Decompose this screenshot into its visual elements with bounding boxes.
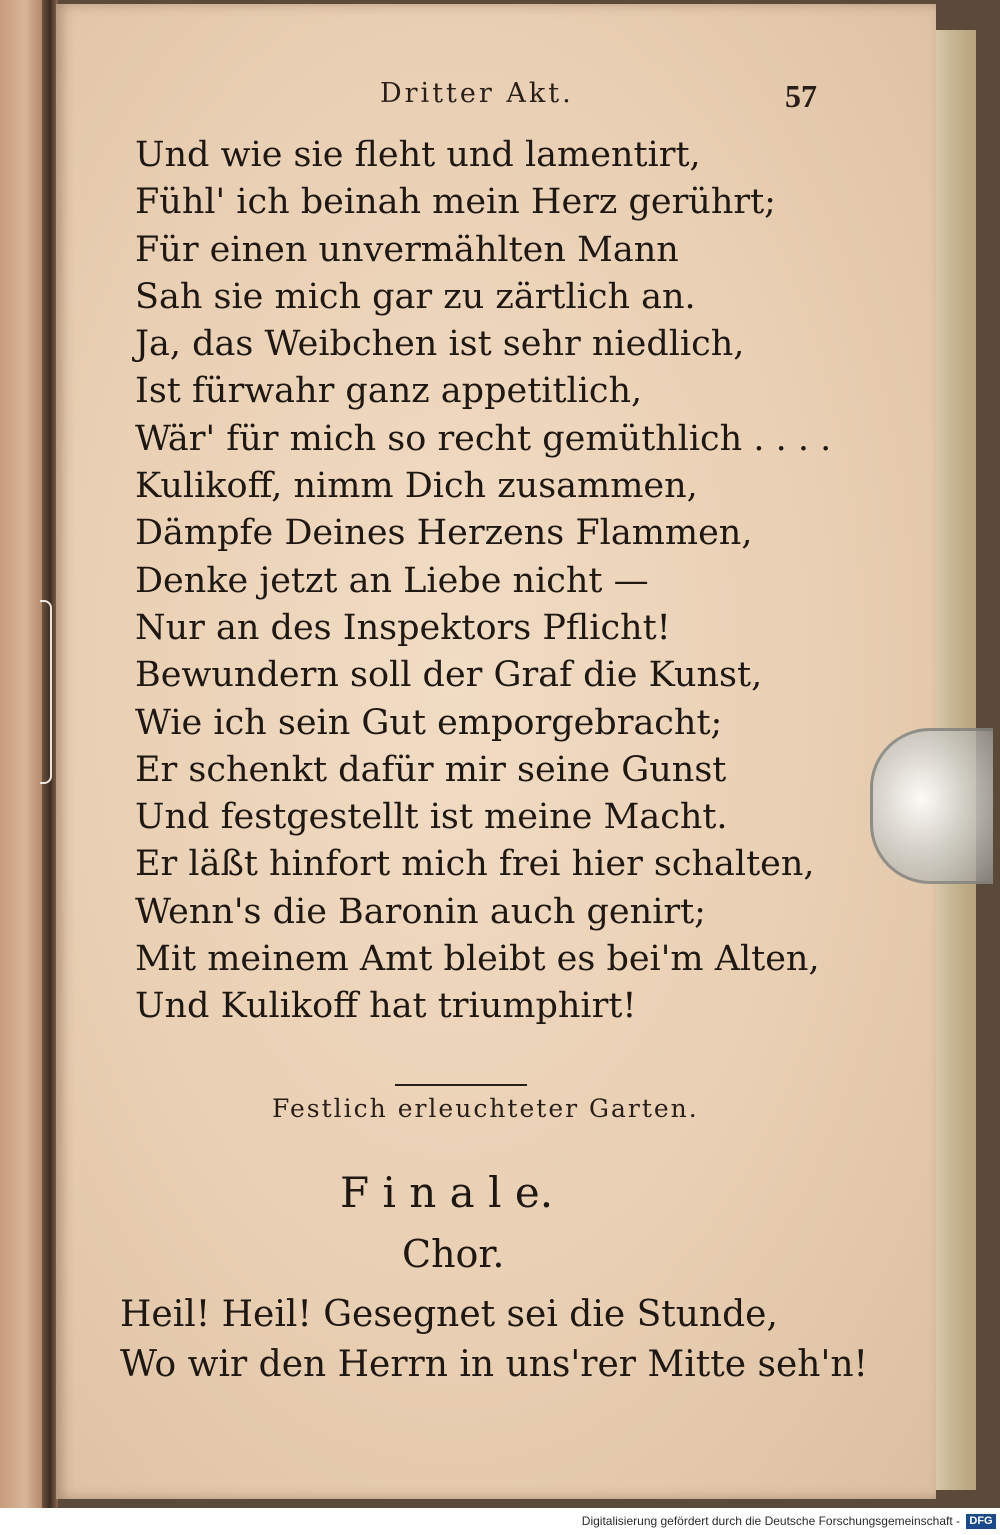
verse-line: Sah sie mich gar zu zärtlich an. (135, 276, 696, 317)
running-head: Dritter Akt. (380, 78, 574, 109)
scene-direction: Festlich erleuchteter Garten. (272, 1094, 699, 1123)
verse-line: Mit meinem Amt bleibt es bei'm Alten, (135, 939, 820, 980)
section-heading: F i n a l e. (340, 1168, 554, 1217)
verse-line: Dämpfe Deines Herzens Flammen, (135, 513, 753, 554)
section-subheading: Chor. (402, 1232, 505, 1276)
binding-thread (40, 600, 52, 784)
verse-line: Kulikoff, nimm Dich zusammen, (135, 466, 698, 507)
verse-line: Und Kulikoff hat triumphirt! (135, 986, 637, 1027)
verse-line: Und wie sie fleht und lamentirt, (135, 135, 701, 175)
verse-line: Für einen unvermählten Mann (135, 229, 679, 270)
funding-credit: Digitalisierung gefördert durch die Deutsche Forschungsgemeinschaft - (581, 1514, 960, 1528)
verse-line: Wär' für mich so recht gemüthlich . . . . (135, 418, 832, 459)
chorus-block (120, 1290, 868, 1390)
page-clip (870, 728, 993, 884)
verse-block (135, 132, 855, 1031)
verse-line: Wie ich sein Gut emporgebracht; (135, 702, 723, 743)
section-divider (395, 1084, 527, 1086)
verse-line: Wenn's die Baronin auch genirt; (135, 891, 706, 932)
verse-line: Ja, das Weibchen ist sehr niedlich, (135, 324, 745, 365)
verse-line: Bewundern soll der Graf die Kunst, (135, 655, 763, 696)
verse-line: Denke jetzt an Liebe nicht — (135, 560, 649, 601)
digitization-footer (0, 1508, 1000, 1535)
verse-line: Und festgestellt ist meine Macht. (135, 797, 728, 838)
verse-line: Nur an des Inspektors Pflicht! (135, 607, 671, 648)
chorus-line: Wo wir den Herrn in uns'rer Mitte seh'n! (120, 1344, 869, 1385)
verse-line: Fühl' ich beinah mein Herz gerührt; (135, 182, 776, 223)
verse-line: Er läßt hinfort mich frei hier schalten, (135, 844, 815, 885)
page-number: 57 (785, 78, 817, 114)
verse-line: Ist fürwahr ganz appetitlich, (135, 371, 643, 412)
dfg-logo: DFG (966, 1514, 996, 1529)
previous-page-edge (0, 0, 42, 1508)
chorus-line: Heil! Heil! Gesegnet sei die Stunde, (120, 1294, 778, 1335)
verse-line: Er schenkt dafür mir seine Gunst (135, 749, 727, 790)
